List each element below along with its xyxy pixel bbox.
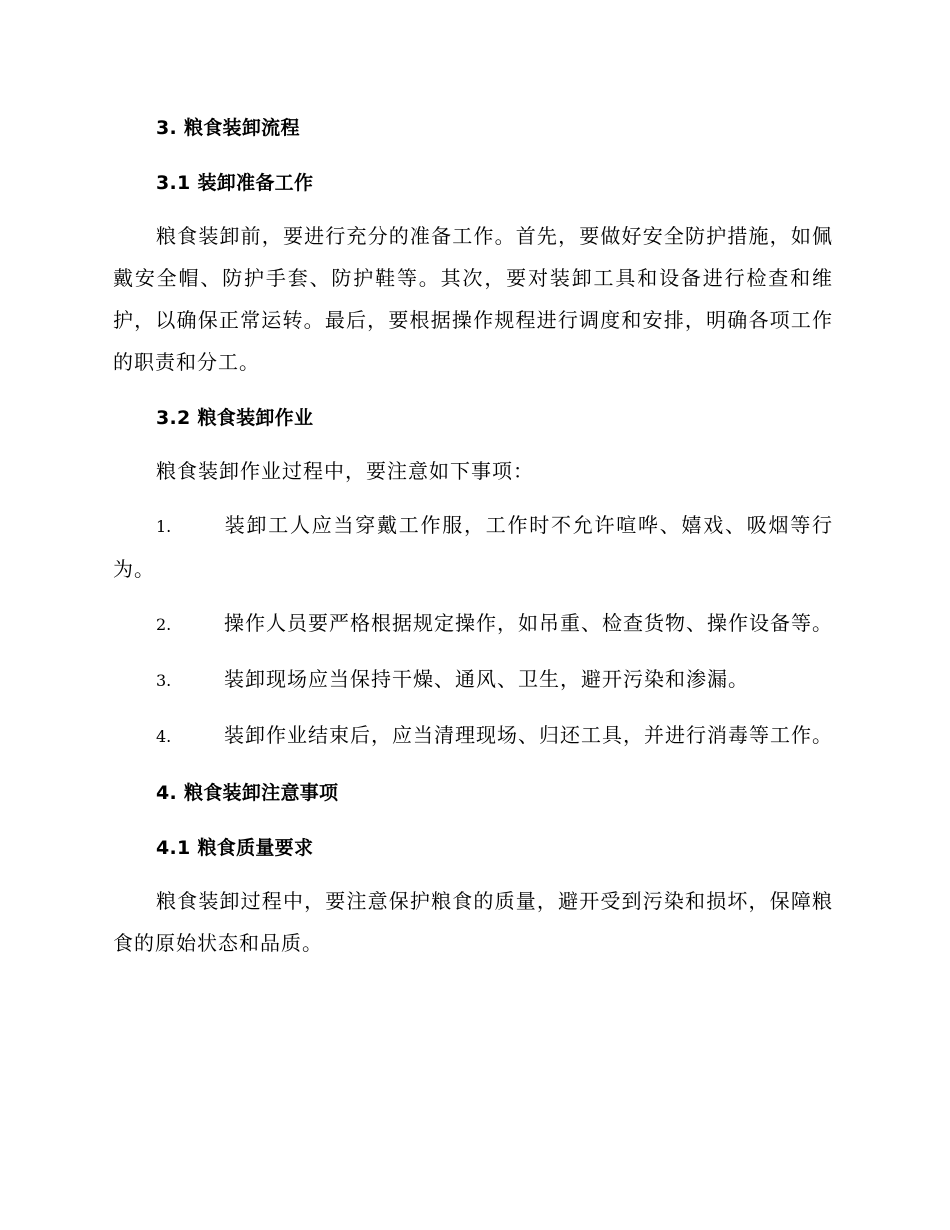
section-3-1-heading: 3.1 装卸准备工作 bbox=[156, 172, 314, 194]
list-item-text: 装卸工人应当穿戴工作服，工作时不允许喧哗、嬉戏、吸烟等行为。 bbox=[113, 513, 833, 581]
list-item bbox=[113, 658, 833, 702]
list-item bbox=[113, 504, 833, 590]
section-4-1-heading: 4.1 粮食质量要求 bbox=[156, 837, 314, 859]
list-item-number: 3. bbox=[156, 671, 172, 690]
list-item-text: 装卸作业结束后，应当清理现场、归还工具，并进行消毒等工作。 bbox=[224, 723, 833, 747]
list-item bbox=[113, 714, 833, 758]
list-item-number: 2. bbox=[156, 615, 172, 634]
list-item-number: 1. bbox=[156, 517, 172, 536]
list-item-number: 4. bbox=[156, 727, 172, 746]
list-item bbox=[113, 602, 833, 646]
list-item-text: 装卸现场应当保持干燥、通风、卫生，避开污染和渗漏。 bbox=[224, 667, 749, 691]
document-content bbox=[113, 108, 833, 964]
section-3-2-heading: 3.2 粮食装卸作业 bbox=[156, 407, 314, 429]
list-item-text: 操作人员要严格根据规定操作，如吊重、检查货物、操作设备等。 bbox=[224, 611, 833, 635]
section-4-1-paragraph: 粮食装卸过程中，要注意保护粮食的质量，避开受到污染和损坏，保障粮食的原始状态和品质。 bbox=[113, 889, 833, 955]
section-3-1-paragraph: 粮食装卸前，要进行充分的准备工作。首先，要做好安全防护措施，如佩戴安全帽、防护手套、防护鞋等。其次，要对装卸工具和设备进行检查和维护，以确保正常运转。最后，要根据操作规程进行调度和安排，明确各项工作的职责和分工。 bbox=[113, 224, 833, 374]
section-3-2-intro: 粮食装卸作业过程中，要注意如下事项： bbox=[156, 459, 534, 483]
section-4-heading: 4. 粮食装卸注意事项 bbox=[156, 782, 339, 804]
section-3-heading: 3. 粮食装卸流程 bbox=[156, 117, 300, 139]
